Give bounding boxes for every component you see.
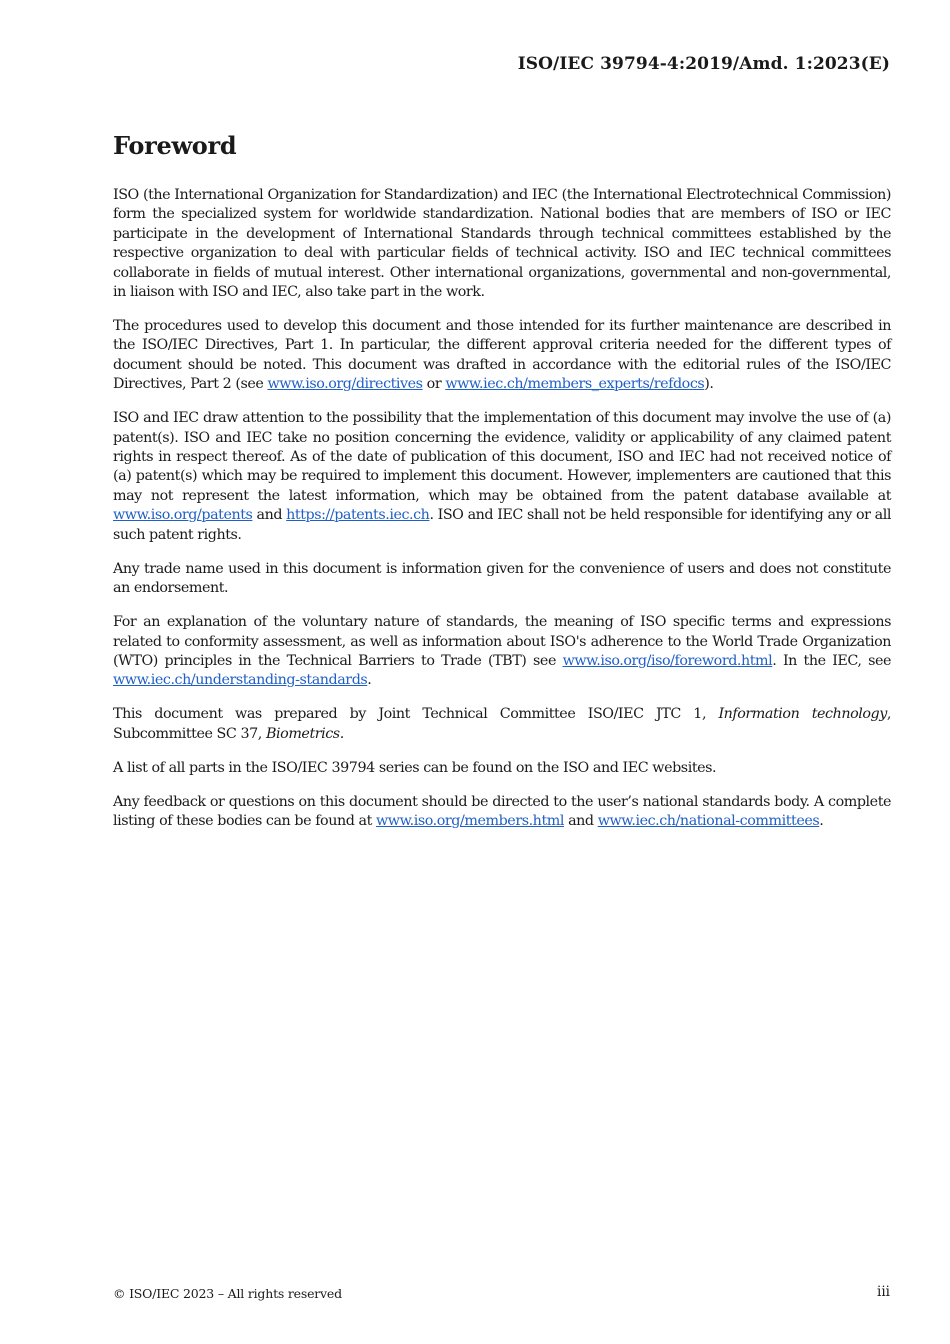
paragraph-patents bbox=[113, 409, 891, 545]
link-iso-members[interactable]: www.iso.org/members.html bbox=[376, 813, 564, 830]
committee-name: Information technology bbox=[718, 706, 887, 723]
link-iso-foreword[interactable]: www.iso.org/iso/foreword.html bbox=[562, 652, 773, 669]
paragraph-series-list: A list of all parts in the ISO/IEC 39794 series can be found on the ISO and IEC websites. bbox=[113, 759, 717, 776]
paragraph-text: , Subcommittee SC 37, bbox=[113, 706, 891, 742]
paragraph-text: . bbox=[819, 813, 824, 830]
paragraph-feedback bbox=[113, 793, 891, 832]
link-iec-understanding-standards[interactable]: www.iec.ch/understanding-standards bbox=[113, 672, 368, 689]
paragraph-text: For an explanation of the voluntary nature of standards, the meaning of ISO specific terms and expressions related to conformity assessment, as well as information about ISO's adherence to the World Trade Organization (WTO) principles in the Technical Barriers to Trade (TBT) see bbox=[113, 614, 891, 669]
paragraph-text: . bbox=[367, 672, 372, 689]
document-identifier: ISO/IEC 39794-4:2019/Amd. 1:2023(E) bbox=[517, 54, 890, 74]
paragraph-text: ). bbox=[704, 376, 714, 393]
paragraph-trade-name: Any trade name used in this document is information given for the convenience of users and does not constitute an endorsement. bbox=[113, 560, 891, 597]
paragraph-standardization-bodies: ISO (the International Organization for Standardization) and IEC (the International Electrotechnical Commission) form the specialized system for worldwide standardization. National bodies that are members of ISO or IEC participate in the development of International Standards through technical committees established by the respective organization to deal with particular fields of technical activity. ISO and IEC technical committees collaborate in fields of mutual interest. Other international organizations, governmental and non-governmental, in liaison with ISO and IEC, also take part in the work. bbox=[113, 187, 891, 301]
paragraph-text: or bbox=[422, 376, 446, 393]
paragraph-voluntary-nature bbox=[113, 613, 891, 691]
foreword-body bbox=[113, 186, 891, 846]
page-number: iii bbox=[877, 1284, 890, 1300]
link-iso-directives[interactable]: www.iso.org/directives bbox=[267, 376, 423, 393]
paragraph-text: Any feedback or questions on this document should be directed to the user’s national standards body. A complete listing of these bodies can be found at bbox=[113, 793, 891, 830]
paragraph-text: The procedures used to develop this document and those intended for its further maintenance are described in the ISO/IEC Directives, Part 1. In particular, the different approval criteria needed for the different types of document should be noted. This document was drafted in accordance with the editorial rules of the ISO/IEC Directives, Part 2 (see bbox=[113, 318, 891, 393]
link-iso-patents[interactable]: www.iso.org/patents bbox=[113, 507, 253, 524]
paragraph-text: and bbox=[563, 813, 598, 830]
paragraph-text: and bbox=[252, 507, 287, 524]
paragraph-text: ISO and IEC draw attention to the possibility that the implementation of this document may involve the use of (a) patent(s). ISO and IEC take no position concerning the evidence, validity or applicability of any claimed patent rights in respect thereof. As of the date of publication of this document, ISO and IEC had not received notice of (a) patent(s) which may be required to implement this document. However, implementers are cautioned that this may not represent the latest information, which may be obtained from the patent database available at bbox=[113, 410, 891, 504]
paragraph-procedures bbox=[113, 317, 891, 395]
paragraph-text: . In the IEC, see bbox=[772, 652, 891, 669]
paragraph-text: . bbox=[339, 725, 344, 742]
link-iec-national-committees[interactable]: www.iec.ch/national-committees bbox=[597, 813, 820, 830]
page-title: Foreword bbox=[113, 131, 237, 160]
link-iec-refdocs[interactable]: www.iec.ch/members_experts/refdocs bbox=[445, 376, 705, 393]
paragraph-prepared-by bbox=[113, 705, 891, 744]
link-iec-patents[interactable]: https://patents.iec.ch bbox=[286, 507, 430, 524]
subcommittee-name: Biometrics bbox=[265, 725, 340, 742]
copyright-notice: © ISO/IEC 2023 – All rights reserved bbox=[113, 1286, 342, 1301]
paragraph-text: . ISO and IEC shall not be held responsible for identifying any or all such patent rights. bbox=[113, 507, 891, 543]
paragraph-text: This document was prepared by Joint Technical Committee ISO/IEC JTC 1, bbox=[113, 706, 719, 723]
